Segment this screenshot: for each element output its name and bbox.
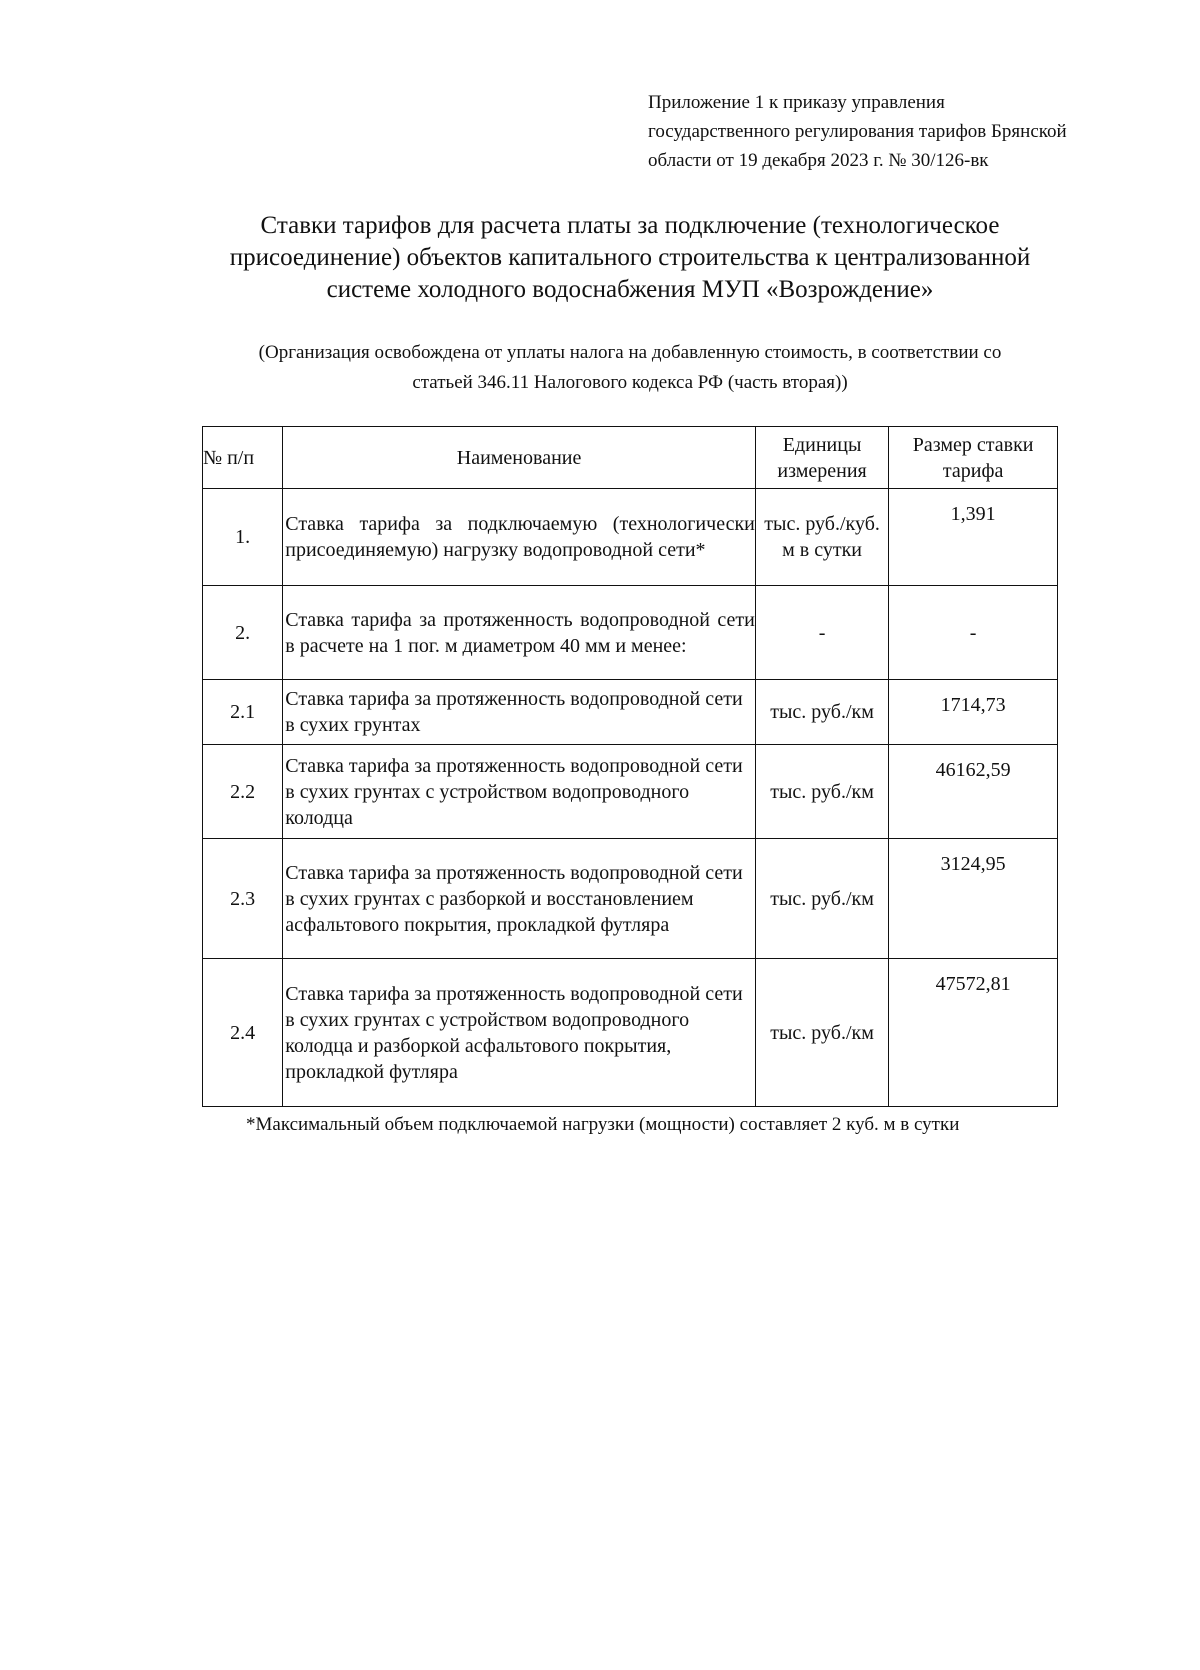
title-line: Ставки тарифов для расчета платы за подключение (технологическое: [260, 212, 1000, 239]
row-num: 2.4: [203, 959, 283, 1107]
row-num: 1.: [203, 489, 283, 586]
table-row: [203, 586, 1058, 680]
appendix-note: [648, 88, 1168, 175]
row-unit: тыс. руб./км: [755, 959, 888, 1107]
table-row: [203, 745, 1058, 839]
header-unit: Единицы измерения: [755, 427, 888, 489]
row-unit: -: [755, 586, 888, 680]
row-rate: -: [889, 586, 1058, 680]
row-rate: 1,391: [889, 489, 1058, 586]
row-unit: тыс. руб./км: [755, 680, 888, 745]
row-name: Ставка тарифа за протяженность водопроводной сети в сухих грунтах с устройством водопроводного колодца: [283, 745, 756, 839]
row-name: Ставка тарифа за протяженность водопроводной сети в сухих грунтах: [283, 680, 756, 745]
vat-note-line: статьей 346.11 Налогового кодекса РФ (часть вторая)): [412, 372, 848, 393]
tariff-table: [202, 426, 1058, 1107]
footnote: *Максимальный объем подключаемой нагрузки (мощности) составляет 2 куб. м в сутки: [246, 1114, 960, 1135]
row-num: 2.1: [203, 680, 283, 745]
row-name: Ставка тарифа за протяженность водопроводной сети в сухих грунтах с разборкой и восстановлением асфальтового покрытия, прокладкой футляра: [283, 839, 756, 959]
vat-note-line: (Организация освобождена от уплаты налога на добавленную стоимость, в соответствии со: [258, 342, 1002, 363]
title-line: присоединение) объектов капитального строительства к централизованной: [229, 244, 1031, 271]
row-num: 2.3: [203, 839, 283, 959]
header-rate: Размер ставки тарифа: [889, 427, 1058, 489]
row-unit: тыс. руб./км: [755, 839, 888, 959]
row-name: Ставка тарифа за подключаемую (технологически присоединяемую) нагрузку водопроводной сети*: [283, 489, 756, 586]
title-line: системе холодного водоснабжения МУП «Возрождение»: [326, 276, 934, 303]
document-title: [160, 210, 1100, 306]
appendix-line: области от 19 декабря 2023 г. № 30/126-вк: [648, 150, 989, 171]
header-num: № п/п: [203, 427, 283, 489]
table-row: [203, 680, 1058, 745]
row-num: 2.2: [203, 745, 283, 839]
header-name: Наименование: [283, 427, 756, 489]
row-rate: 1714,73: [889, 680, 1058, 745]
appendix-line: Приложение 1 к приказу управления: [648, 92, 945, 113]
table-row: [203, 959, 1058, 1107]
appendix-line: государственного регулирования тарифов Брянской: [648, 121, 1067, 142]
row-num: 2.: [203, 586, 283, 680]
table-row: [203, 489, 1058, 586]
row-rate: 46162,59: [889, 745, 1058, 839]
row-rate: 3124,95: [889, 839, 1058, 959]
table-row: [203, 839, 1058, 959]
row-rate: 47572,81: [889, 959, 1058, 1107]
row-unit: тыс. руб./куб. м в сутки: [755, 489, 888, 586]
table-header-row: [203, 427, 1058, 489]
row-unit: тыс. руб./км: [755, 745, 888, 839]
row-name: Ставка тарифа за протяженность водопроводной сети в сухих грунтах с устройством водопроводного колодца и разборкой асфальтового покрытия, прокладкой футляра: [283, 959, 756, 1107]
row-name: Ставка тарифа за протяженность водопроводной сети в расчете на 1 пог. м диаметром 40 мм и менее:: [283, 586, 756, 680]
vat-note: [150, 338, 1110, 398]
